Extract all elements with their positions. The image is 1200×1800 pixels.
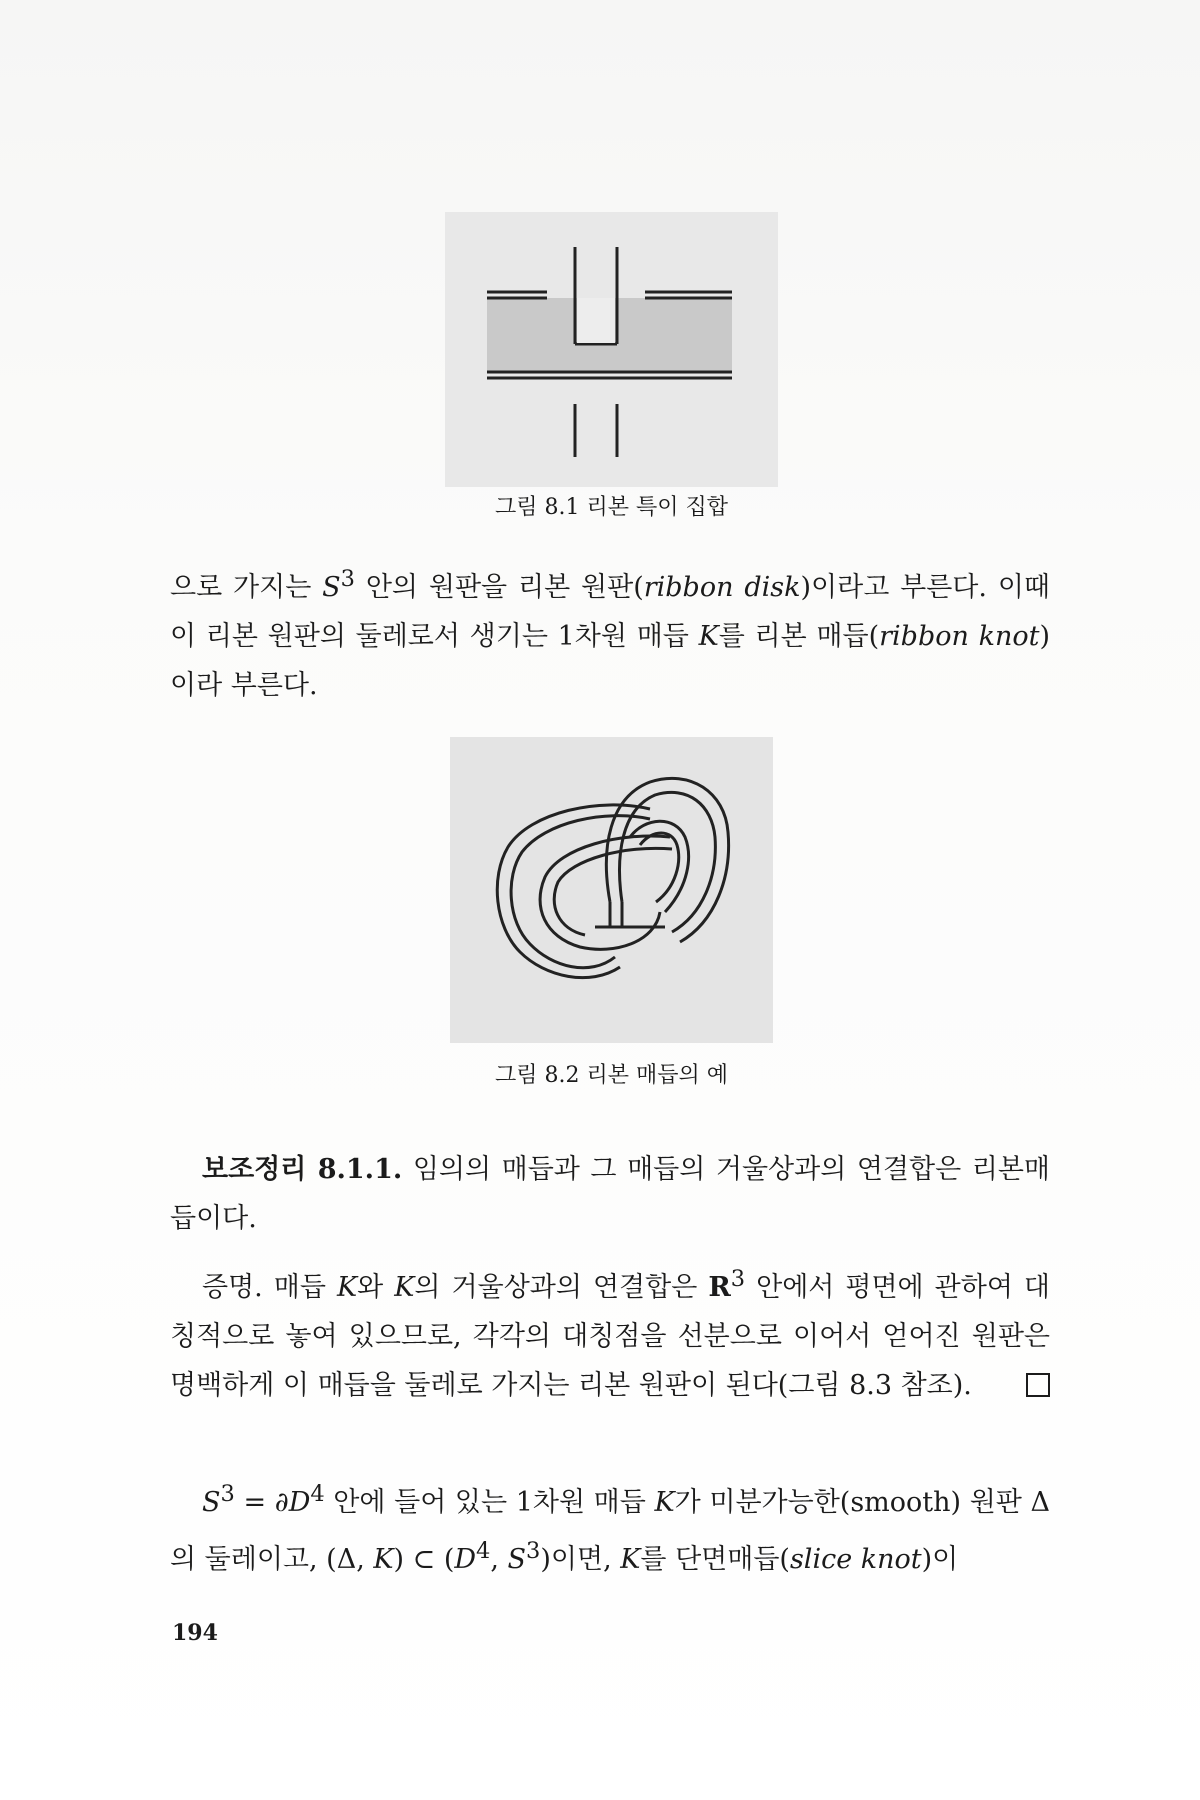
text: 를 단면매듭(	[640, 1544, 790, 1575]
text: 와	[357, 1272, 395, 1303]
text: 가 미분가능한(smooth) 원판 Δ의 둘레이고, (Δ,	[170, 1487, 1050, 1575]
text: 안에 들어 있는 1차원 매듭	[324, 1487, 655, 1518]
text: )이면,	[540, 1544, 621, 1575]
qed-symbol	[1026, 1373, 1050, 1397]
math-symbol: S	[322, 572, 341, 603]
lemma-label: 보조정리 8.1.1.	[202, 1154, 403, 1185]
math-symbol: S	[507, 1544, 527, 1575]
text: 를 리본 매듭(	[718, 621, 880, 652]
superscript: 3	[340, 566, 355, 592]
text: 의 거울상과의 연결합은	[414, 1272, 709, 1303]
ribbon-knot-diagram	[450, 737, 773, 1043]
superscript: 3	[220, 1481, 235, 1507]
figure-ribbon-singularity	[445, 212, 778, 487]
text: 으로 가지는	[170, 572, 323, 603]
text: )이	[921, 1544, 959, 1575]
italic-term: ribbon disk	[643, 572, 801, 603]
text: = ∂	[234, 1487, 289, 1518]
lemma-8-1-1	[170, 1145, 1050, 1243]
superscript: 3	[730, 1266, 746, 1292]
math-symbol: D	[288, 1487, 311, 1518]
lemma-text: 임의의 매듭과 그 매듭의 거울상과의 연결합은 리본매듭이다.	[170, 1154, 1050, 1234]
figure-ribbon-knot-example	[450, 737, 773, 1043]
paragraph-ribbon-definition	[170, 555, 1050, 710]
text: ) ⊂ (	[393, 1544, 455, 1575]
text: ,	[490, 1544, 508, 1575]
math-symbol: K	[620, 1544, 641, 1575]
superscript: 4	[476, 1538, 491, 1564]
text: 안에서 평면에 관하여 대칭적으로 놓여 있으므로, 각각의 대칭점을 선분으로 이어서 얻어진 원판은 명백하게 이 매듭을 둘레로 가지는 리본 원판이 된다(그림 8.3 참조).	[170, 1272, 1050, 1401]
italic-term: ribbon knot	[879, 621, 1040, 652]
figure-8-1-caption: 그림 8.1 리본 특이 집합	[495, 495, 728, 520]
page-number: 194	[172, 1620, 218, 1646]
math-symbol: K	[394, 1272, 415, 1303]
superscript: 4	[310, 1481, 325, 1507]
proof-paragraph	[170, 1255, 1050, 1410]
text: )이라고 부른다. 이때 이 리본 원판의 둘레로서 생기는 1차원 매듭	[170, 572, 1051, 652]
math-symbol: K	[654, 1487, 675, 1518]
math-symbol: R	[708, 1272, 731, 1303]
text: 안의 원판을 리본 원판(	[354, 572, 644, 603]
paragraph-slice-knot	[170, 1470, 1050, 1584]
math-symbol: K	[336, 1272, 358, 1303]
math-symbol: S	[202, 1487, 221, 1518]
figure-8-2-caption: 그림 8.2 리본 매듭의 예	[495, 1063, 728, 1088]
text: 증명. 매듭	[202, 1272, 337, 1303]
math-symbol: K	[373, 1544, 394, 1575]
math-symbol: D	[454, 1544, 477, 1575]
math-symbol: K	[698, 621, 719, 652]
superscript: 3	[526, 1538, 541, 1564]
text: )이라 부른다.	[170, 621, 1050, 701]
ribbon-singularity-diagram	[445, 212, 778, 487]
italic-term: slice knot	[789, 1544, 922, 1575]
